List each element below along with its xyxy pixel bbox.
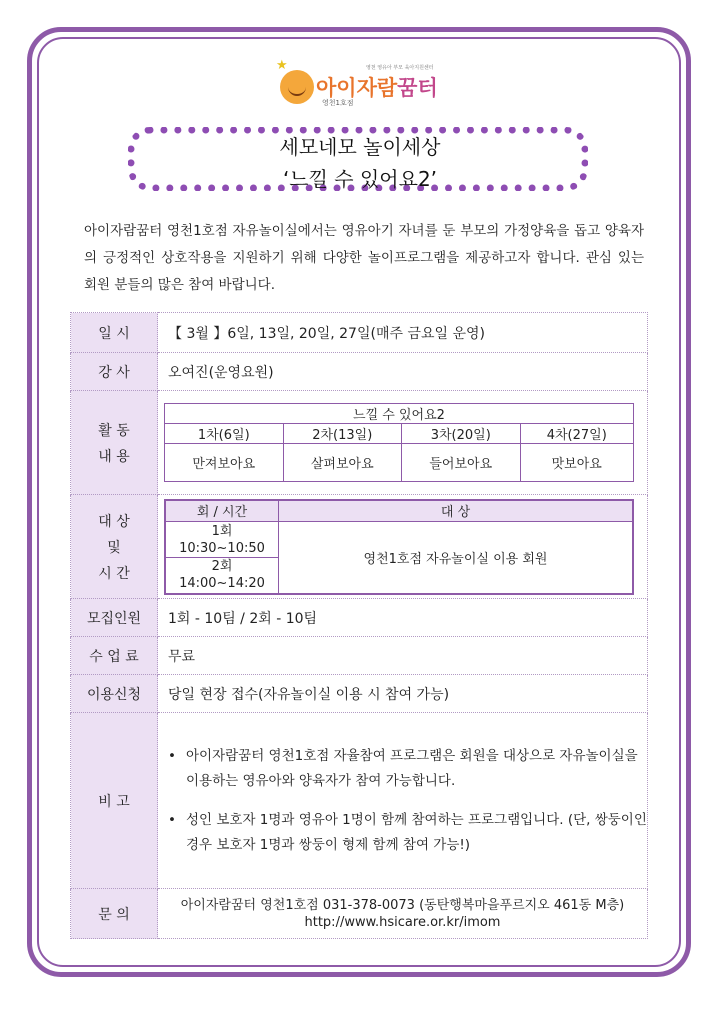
schedule-slot2-cell: [165, 558, 279, 594]
activity-round: 3차(20일): [402, 424, 521, 444]
schedule-target-value: 영천1호점 자유놀이실 이용 회원: [279, 522, 634, 594]
activity-content: 살펴보아요: [283, 444, 402, 482]
value-recruit: 1회 - 10팀 / 2회 - 10팀: [158, 599, 648, 637]
value-date: 【 3월 】6일, 13일, 20일, 27일(매주 금요일 운영): [158, 313, 648, 353]
logo-brand-part1: 아이자람: [316, 76, 398, 100]
slot1-round: 1회: [211, 523, 233, 539]
bullet-icon: •: [168, 811, 176, 828]
label-activity: [71, 391, 158, 495]
schedule-header-row: [165, 500, 633, 522]
row-date: [71, 313, 648, 353]
label-activity-line1: 활 동: [98, 422, 130, 439]
value-activity: [158, 391, 648, 495]
row-instructor: [71, 353, 648, 391]
page-title: 세모네모 놀이세상: [279, 135, 441, 159]
label-note: 비 고: [71, 713, 158, 889]
note-text: 아이자람꿈터 영천1호점 자율참여 프로그램은 회원을 대상으로 자유놀이실을 이용하는 영유아와 양육자가 참여 가능합니다.: [186, 747, 638, 789]
schedule-col-time: 회 / 시간: [165, 500, 279, 522]
label-target-line2: 및: [107, 539, 121, 556]
activity-round: 4차(27일): [520, 424, 634, 444]
logo-tagline: 영천 영유아 부모 육아지원센터: [366, 65, 434, 71]
label-contact: 문 의: [71, 889, 158, 939]
activity-content-row: [165, 444, 634, 482]
value-note: [158, 713, 648, 889]
slot2-round: 2회: [211, 559, 233, 575]
label-activity-line2: 내 용: [98, 448, 130, 465]
row-fee: [71, 637, 648, 675]
activity-content: 맛보아요: [520, 444, 634, 482]
smiley-face-icon: [280, 70, 314, 104]
logo: [276, 60, 446, 110]
row-note: [71, 713, 648, 889]
bullet-icon: •: [168, 747, 176, 764]
value-contact: [158, 889, 648, 939]
star-icon: ★: [276, 58, 288, 73]
row-target: [71, 495, 648, 599]
slot2-time: 14:00~14:20: [179, 576, 265, 592]
logo-branch: 영천1호점: [322, 99, 354, 107]
activity-program-title: 느낄 수 있어요2: [165, 404, 634, 424]
activity-round: 2차(13일): [283, 424, 402, 444]
note-text: 성인 보호자 1명과 영유아 1명이 함께 참여하는 프로그램입니다. (단, 쌍둥이인 경우 보호자 1명과 쌍둥이 형제 함께 참여 가능!): [186, 811, 647, 853]
label-date: 일 시: [71, 313, 158, 353]
activity-table: [164, 403, 634, 482]
activity-round-row: [165, 424, 634, 444]
label-target-line1: 대 상: [98, 513, 130, 530]
schedule-slot1: [165, 522, 633, 558]
slot1-time: 10:30~10:50: [179, 540, 265, 556]
activity-content: 들어보아요: [402, 444, 521, 482]
row-recruit: [71, 599, 648, 637]
schedule-col-target: 대 상: [279, 500, 634, 522]
row-apply: [71, 675, 648, 713]
label-instructor: 강 사: [71, 353, 158, 391]
value-target: [158, 495, 648, 599]
value-fee: 무료: [158, 637, 648, 675]
contact-line1: 아이자람꿈터 영천1호점 031-378-0073 (동탄행복마을푸르지오 461동 M층): [180, 897, 625, 913]
row-activity: [71, 391, 648, 495]
schedule-table: [164, 499, 634, 595]
note-item: [164, 808, 647, 858]
activity-title-row: [165, 404, 634, 424]
activity-content: 만져보아요: [165, 444, 284, 482]
label-fee: 수 업 료: [71, 637, 158, 675]
activity-round: 1차(6일): [165, 424, 284, 444]
schedule-slot1-cell: [165, 522, 279, 558]
label-apply: 이용신청: [71, 675, 158, 713]
note-item: [164, 744, 647, 794]
label-recruit: 모집인원: [71, 599, 158, 637]
value-apply: 당일 현장 접수(자유놀이실 이용 시 참여 가능): [158, 675, 648, 713]
label-target: [71, 495, 158, 599]
intro-paragraph: 아이자람꿈터 영천1호점 자유놀이실에서는 영유아기 자녀를 둔 부모의 가정양육을 돕고 양육자의 긍정적인 상호작용을 지원하기 위해 다양한 놀이프로그램을 제공하고자 합니다. 관심 있는 회원 분들의 많은 참여 바랍니다.: [84, 223, 644, 293]
row-contact: [71, 889, 648, 939]
page-subtitle: ‘느낄 수 있어요2’: [282, 167, 438, 191]
note-list: [158, 744, 647, 858]
contact-url[interactable]: http://www.hsicare.or.kr/imom: [304, 914, 501, 930]
logo-brand-part2: 꿈터: [397, 76, 438, 100]
label-target-line3: 시 간: [98, 565, 130, 582]
info-table: [70, 312, 648, 939]
value-instructor: 오여진(운영요원): [158, 353, 648, 391]
